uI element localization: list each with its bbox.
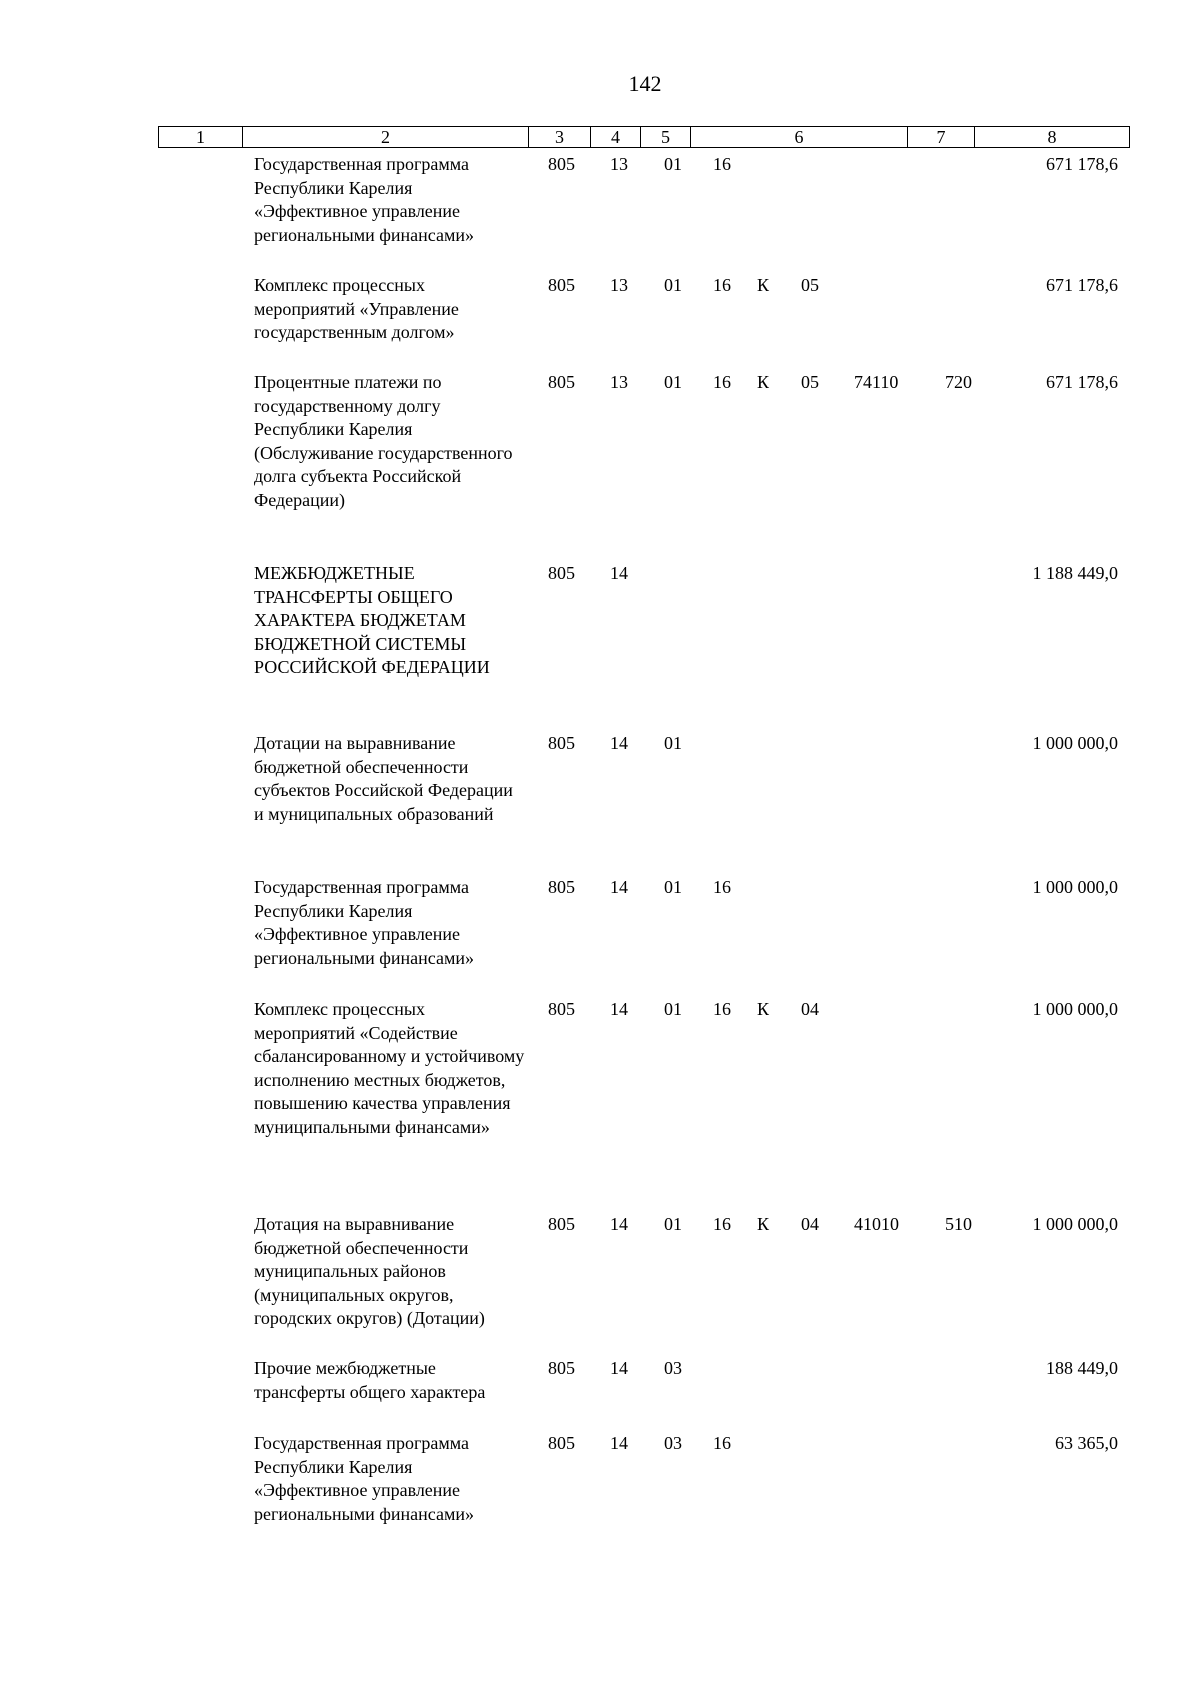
row-code-6c: 04 (801, 1214, 819, 1234)
header-col-5: 5 (641, 127, 691, 147)
row-code-6c: 05 (801, 275, 819, 295)
row-code-3: 805 (548, 372, 575, 392)
row-code-5: 01 (664, 877, 682, 897)
row-code-6a: 16 (713, 877, 731, 897)
header-col-8: 8 (1047, 127, 1057, 147)
header-col-1: 1 (159, 127, 243, 147)
row-name: Государственная программа Республики Карелия «Эффективное управление региональными финансами» (254, 154, 474, 245)
row-amount: 63 365,0 (1055, 1433, 1118, 1453)
row-amount: 671 178,6 (1046, 275, 1118, 295)
row-name: Государственная программа Республики Карелия «Эффективное управление региональными финансами» (254, 877, 474, 968)
row-code-5: 01 (664, 999, 682, 1019)
row-code-4: 14 (610, 563, 628, 583)
page-number: 142 (628, 71, 662, 96)
row-code-6a: 16 (713, 1433, 731, 1453)
row-code-7: 510 (945, 1214, 972, 1234)
row-code-3: 805 (548, 1358, 575, 1378)
row-amount: 1 188 449,0 (1032, 563, 1118, 583)
row-name: Дотация на выравнивание бюджетной обеспеченности муниципальных районов (муниципальных округов, городских округов) (Дотации) (254, 1214, 485, 1328)
row-amount: 1 000 000,0 (1032, 733, 1118, 753)
row-code-4: 13 (610, 372, 628, 392)
row-amount: 671 178,6 (1046, 372, 1118, 392)
row-code-6c: 05 (801, 372, 819, 392)
row-code-6a: 16 (713, 1214, 731, 1234)
row-code-7: 720 (945, 372, 972, 392)
row-name: МЕЖБЮДЖЕТНЫЕ ТРАНСФЕРТЫ ОБЩЕГО ХАРАКТЕРА БЮДЖЕТАМ БЮДЖЕТНОЙ СИСТЕМЫ РОССИЙСКОЙ ФЕДЕРАЦИИ (254, 563, 490, 677)
row-amount: 1 000 000,0 (1032, 999, 1118, 1019)
header-col-2: 2 (243, 127, 529, 147)
row-code-6d: 41010 (854, 1214, 899, 1234)
row-code-5: 01 (664, 275, 682, 295)
row-name: Дотации на выравнивание бюджетной обеспеченности субъектов Российской Федерации и муниципальных образований (254, 733, 513, 824)
row-name: Прочие межбюджетные трансферты общего характера (254, 1358, 486, 1402)
row-code-3: 805 (548, 275, 575, 295)
row-code-4: 14 (610, 1358, 628, 1378)
row-code-3: 805 (548, 999, 575, 1019)
row-code-5: 01 (664, 154, 682, 174)
row-code-4: 14 (610, 877, 628, 897)
header-col-4: 4 (591, 127, 641, 147)
row-code-6b: К (757, 999, 770, 1019)
row-code-5: 01 (664, 372, 682, 392)
row-name: Процентные платежи по государственному долгу Республики Карелия (Обслуживание государственного долга субъекта Российской Федерации) (254, 372, 513, 510)
row-code-5: 03 (664, 1358, 682, 1378)
row-name: Государственная программа Республики Карелия «Эффективное управление региональными финансами» (254, 1433, 474, 1524)
header-col-3: 3 (529, 127, 591, 147)
row-amount: 188 449,0 (1046, 1358, 1118, 1378)
row-code-5: 01 (664, 1214, 682, 1234)
row-code-4: 13 (610, 275, 628, 295)
row-amount: 671 178,6 (1046, 154, 1118, 174)
row-name: Комплекс процессных мероприятий «Содействие сбалансированному и устойчивому исполнению местных бюджетов, повышению качества управления муниципальными финансами» (254, 999, 525, 1137)
row-code-3: 805 (548, 563, 575, 583)
row-code-6a: 16 (713, 999, 731, 1019)
row-code-6a: 16 (713, 275, 731, 295)
row-code-5: 01 (664, 733, 682, 753)
row-code-3: 805 (548, 1433, 575, 1453)
row-code-4: 14 (610, 1433, 628, 1453)
row-code-6d: 74110 (854, 372, 899, 392)
row-code-6b: К (757, 275, 770, 295)
row-code-6a: 16 (713, 154, 731, 174)
row-amount: 1 000 000,0 (1032, 877, 1118, 897)
row-code-4: 14 (610, 1214, 628, 1234)
row-code-4: 14 (610, 733, 628, 753)
header-col-7: 7 (908, 127, 975, 147)
row-amount: 1 000 000,0 (1032, 1214, 1118, 1234)
row-code-6c: 04 (801, 999, 819, 1019)
row-code-5: 03 (664, 1433, 682, 1453)
header-col-6: 6 (691, 127, 908, 147)
row-code-6b: К (757, 1214, 770, 1234)
row-code-3: 805 (548, 733, 575, 753)
row-code-4: 13 (610, 154, 628, 174)
row-name: Комплекс процессных мероприятий «Управление государственным долгом» (254, 275, 459, 342)
row-code-6a: 16 (713, 372, 731, 392)
row-code-3: 805 (548, 154, 575, 174)
table-header (158, 126, 1130, 148)
row-code-3: 805 (548, 1214, 575, 1234)
row-code-4: 14 (610, 999, 628, 1019)
row-code-3: 805 (548, 877, 575, 897)
row-code-6b: К (757, 372, 770, 392)
